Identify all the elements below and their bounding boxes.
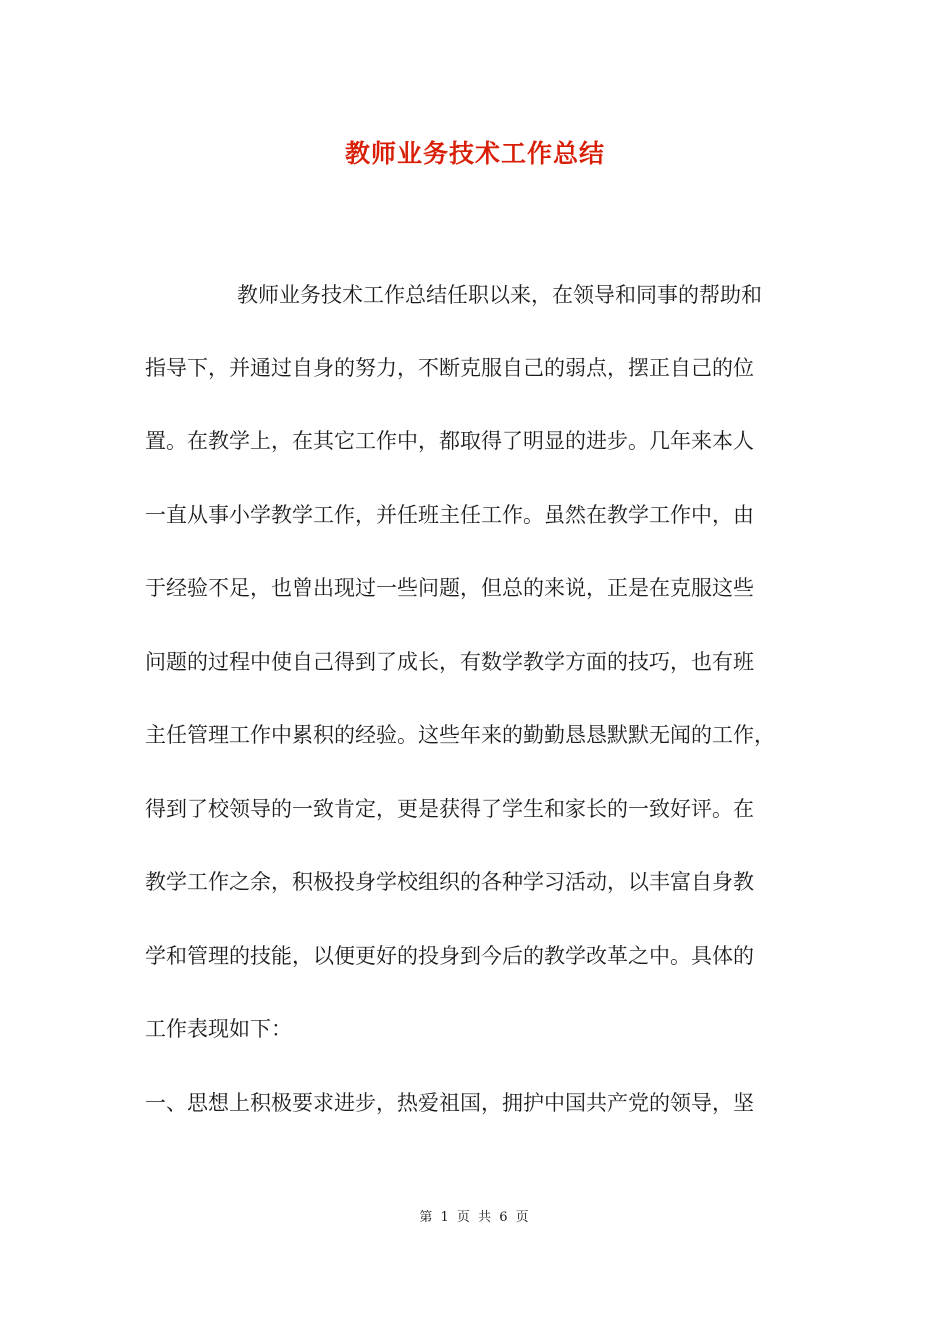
- body-line: 于经验不足，也曾出现过一些问题，但总的来说，正是在克服这些: [145, 576, 754, 600]
- body-line: 教师业务技术工作总结任职以来，在领导和同事的帮助和: [237, 283, 762, 307]
- body-line: 学和管理的技能，以便更好的投身到今后的教学改革之中。具体的: [145, 944, 754, 968]
- body-line: 得到了校领导的一致肯定，更是获得了学生和家长的一致好评。在: [145, 797, 754, 821]
- body-line: 指导下，并通过自身的努力，不断克服自己的弱点，摆正自己的位: [145, 356, 754, 380]
- body-line: 主任管理工作中累积的经验。这些年来的勤勤恳恳默默无闻的工作，: [145, 723, 775, 747]
- body-line: 工作表现如下：: [145, 1017, 292, 1041]
- body-line: 置。在教学上，在其它工作中，都取得了明显的进步。几年来本人: [145, 429, 754, 453]
- body-line: 问题的过程中使自己得到了成长，有数学教学方面的技巧，也有班: [145, 650, 754, 674]
- body-line: 一直从事小学教学工作，并任班主任工作。虽然在教学工作中，由: [145, 503, 754, 527]
- document-title: 教师业务技术工作总结: [344, 139, 605, 168]
- body-line: 教学工作之余，积极投身学校组织的各种学习活动，以丰富自身教: [145, 870, 754, 894]
- body-line: 一、思想上积极要求进步，热爱祖国，拥护中国共产党的领导，坚: [145, 1091, 754, 1115]
- page-number-footer: 第 1 页 共 6 页: [419, 1210, 531, 1225]
